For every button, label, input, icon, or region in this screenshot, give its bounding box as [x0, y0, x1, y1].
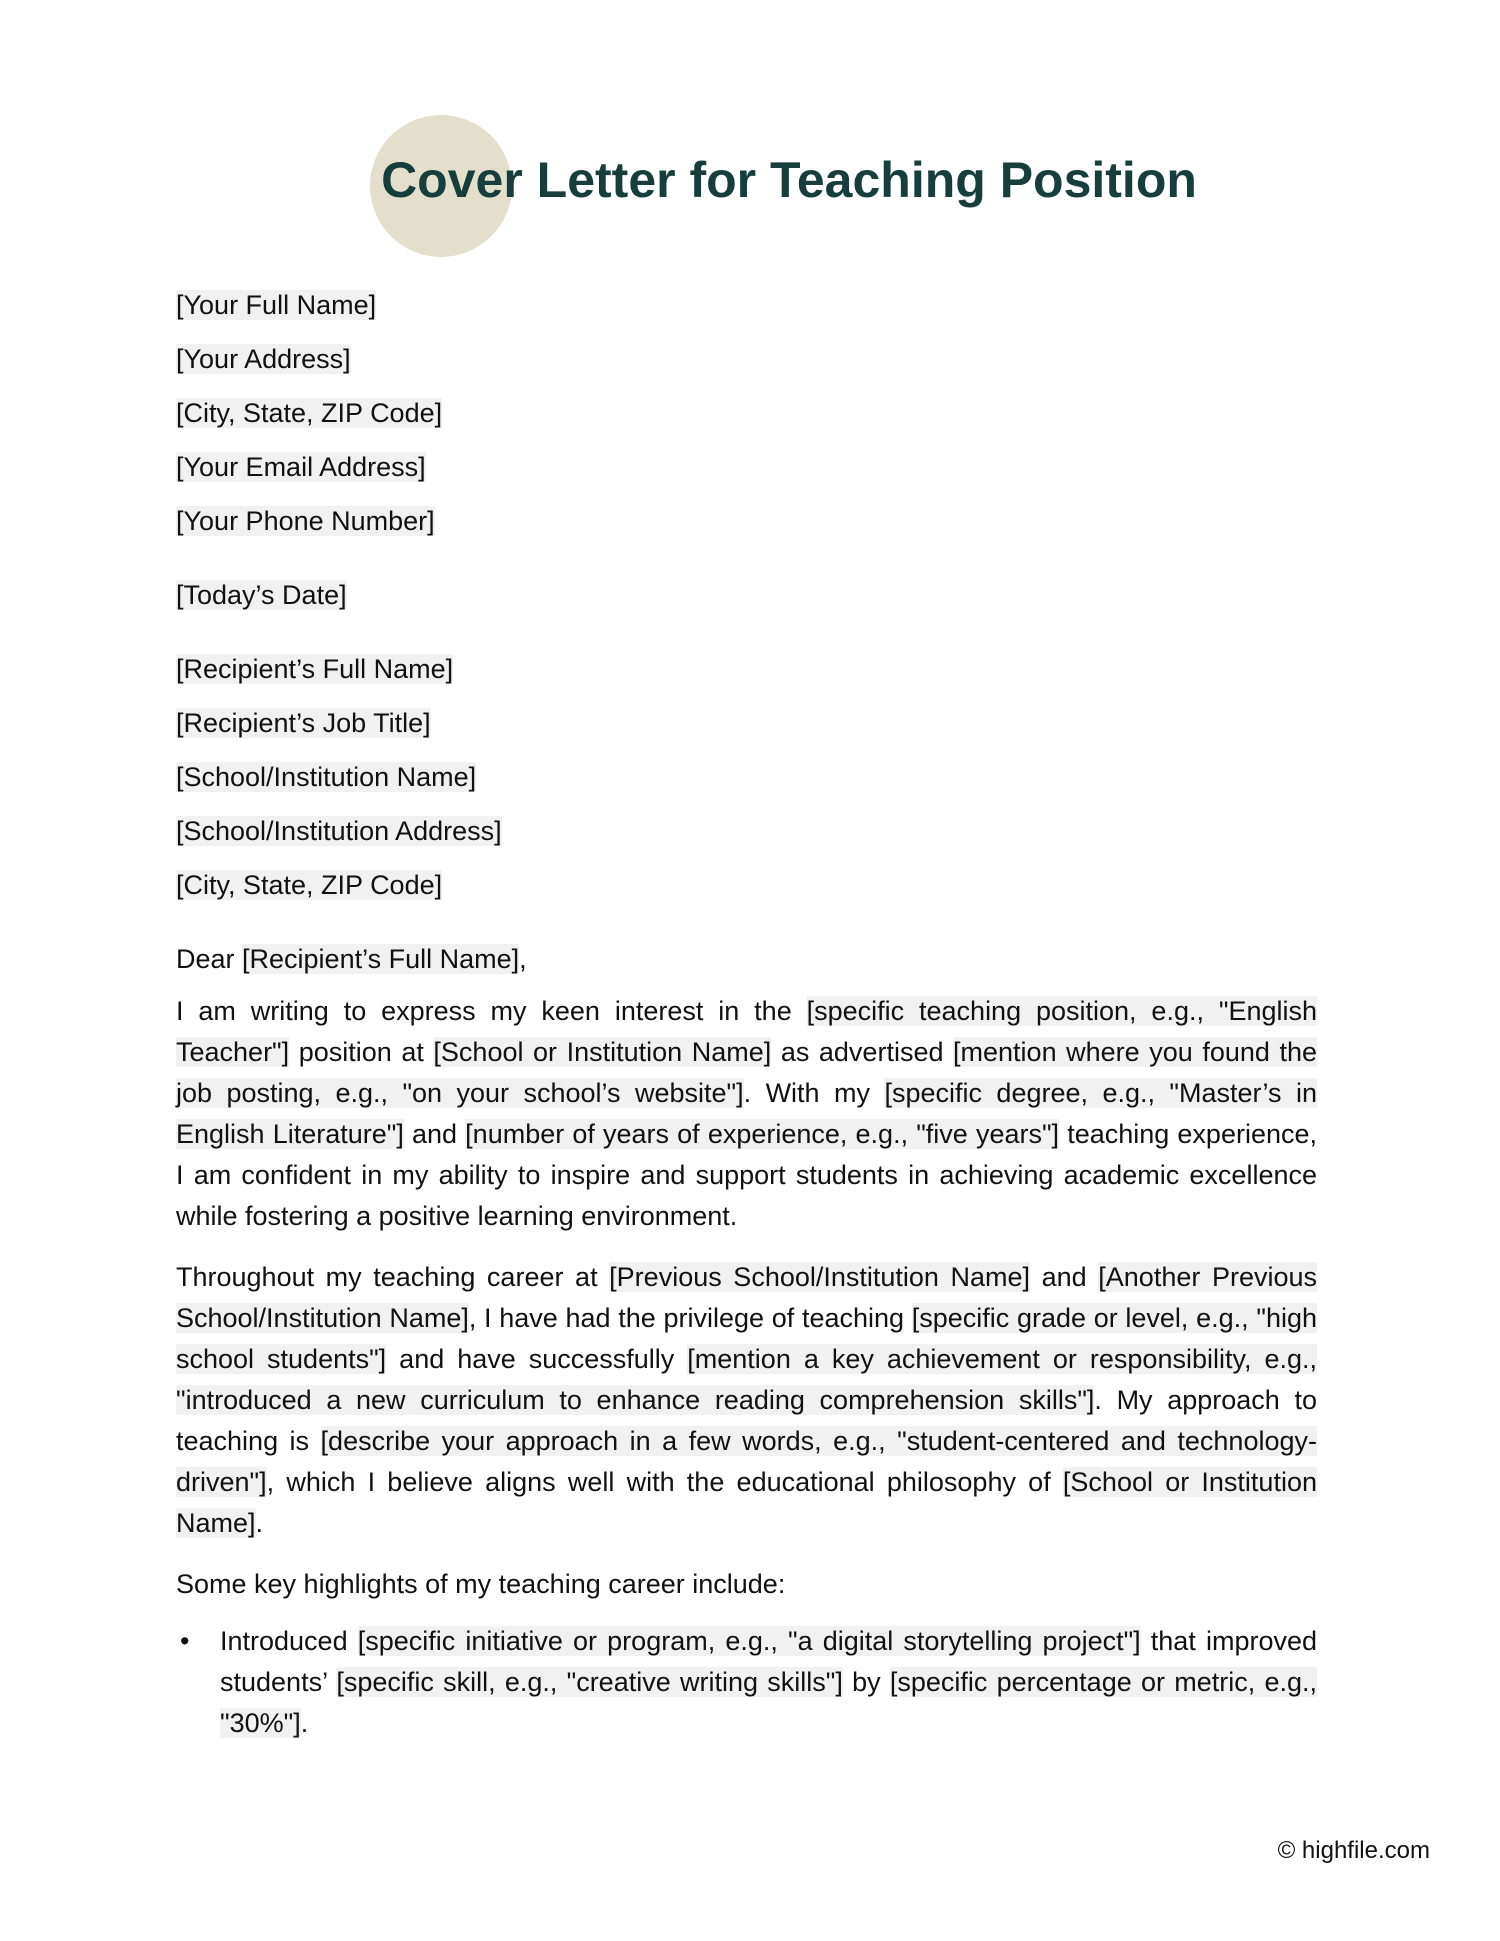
placeholder-institution-name: [School or Institution Name]: [176, 1467, 1317, 1538]
sender-name-line: [176, 283, 1317, 337]
date-line: [176, 573, 1317, 627]
salutation: [176, 937, 1317, 991]
placeholder-years-experience: [number of years of experience, e.g., "five years"]: [465, 1119, 1060, 1149]
letter-date: [Today’s Date]: [176, 580, 347, 610]
placeholder-teaching-approach: [describe your approach in a few words, e.g., "student-centered and technology-driven"]: [176, 1426, 1317, 1497]
placeholder-skill: [specific skill, e.g., "creative writing skills"]: [336, 1667, 843, 1697]
sender-address: [Your Address]: [176, 344, 351, 374]
paragraph-intro: [176, 991, 1317, 1237]
placeholder-initiative: [specific initiative or program, e.g., "a digital storytelling project"]: [357, 1626, 1141, 1656]
text-span: as advertised: [771, 1037, 954, 1067]
salutation-prefix: Dear: [176, 944, 243, 974]
recipient-block: [176, 647, 1317, 917]
text-span: .: [255, 1508, 264, 1538]
placeholder-key-achievement: [mention a key achievement or responsibility, e.g., "introduced a new curriculum to enhance reading comprehension skills"]: [176, 1344, 1317, 1415]
sender-phone-line: [176, 499, 1317, 553]
list-item: [176, 1621, 1317, 1744]
placeholder-institution-name: [School or Institution Name]: [433, 1037, 772, 1067]
text-span: and: [403, 1119, 466, 1149]
sender-block: [176, 283, 1317, 553]
text-span: , which I believe aligns well with the educational philosophy of: [266, 1467, 1063, 1497]
text-span: Introduced: [220, 1626, 358, 1656]
sender-address-line: [176, 337, 1317, 391]
bullet-icon: •: [180, 1626, 190, 1656]
sender-name: [Your Full Name]: [176, 290, 377, 320]
placeholder-grade-level: [specific grade or level, e.g., "high school students"]: [176, 1303, 1317, 1374]
salutation-name: [Recipient’s Full Name]: [242, 944, 520, 974]
recipient-name: [Recipient’s Full Name]: [176, 654, 454, 684]
school-name-line: [176, 755, 1317, 809]
placeholder-previous-school: [Previous School/Institution Name]: [609, 1262, 1031, 1292]
text-span: .: [300, 1708, 309, 1738]
sender-city-line: [176, 391, 1317, 445]
recipient-name-line: [176, 647, 1317, 701]
placeholder-job-posting-source: [mention where you found the job posting, e.g., "on your school’s website"]: [176, 1037, 1317, 1108]
text-span: that improved students’: [220, 1626, 1317, 1697]
text-span: teaching experience, I am confident in my ability to inspire and support students in achieving academic excellence while fostering a positive learning environment.: [176, 1119, 1317, 1231]
school-address: [School/Institution Address]: [176, 816, 502, 846]
placeholder-degree: [specific degree, e.g., "Master’s in English Literature"]: [176, 1078, 1317, 1149]
text-span: by: [842, 1667, 890, 1697]
text-span: position at: [289, 1037, 434, 1067]
placeholder-teaching-position: [specific teaching position, e.g., "English Teacher"]: [176, 996, 1317, 1067]
text-span: I am writing to express my keen interest in the: [176, 996, 807, 1026]
text-span: , I have had the privilege of teaching: [468, 1303, 912, 1333]
placeholder-another-previous-school: [Another Previous School/Institution Name]: [176, 1262, 1317, 1333]
letter-body: [176, 283, 1317, 1744]
sender-city-state-zip: [City, State, ZIP Code]: [176, 398, 443, 428]
document-title: Cover Letter for Teaching Position: [381, 152, 1197, 208]
recipient-title-line: [176, 701, 1317, 755]
highlights-list: [176, 1621, 1317, 1744]
placeholder-metric: [specific percentage or metric, e.g., "30%"]: [220, 1667, 1317, 1738]
salutation-suffix: ,: [519, 944, 527, 974]
footer-copyright[interactable]: © highfile.com: [1277, 1837, 1430, 1864]
highlights-intro: Some key highlights of my teaching career include:: [176, 1569, 786, 1599]
school-name: [School/Institution Name]: [176, 762, 477, 792]
text-span: and have successfully: [386, 1344, 688, 1374]
text-span: Throughout my teaching career at: [176, 1262, 610, 1292]
recipient-city-state-zip: [City, State, ZIP Code]: [176, 870, 443, 900]
text-span: . With my: [743, 1078, 885, 1108]
sender-phone: [Your Phone Number]: [176, 506, 435, 536]
text-span: . My approach to teaching is: [176, 1385, 1317, 1456]
text-span: and: [1030, 1262, 1099, 1292]
school-address-line: [176, 809, 1317, 863]
recipient-city-line: [176, 863, 1317, 917]
sender-email: [Your Email Address]: [176, 452, 426, 482]
recipient-job-title: [Recipient’s Job Title]: [176, 708, 431, 738]
sender-email-line: [176, 445, 1317, 499]
paragraph-career: [176, 1257, 1317, 1544]
